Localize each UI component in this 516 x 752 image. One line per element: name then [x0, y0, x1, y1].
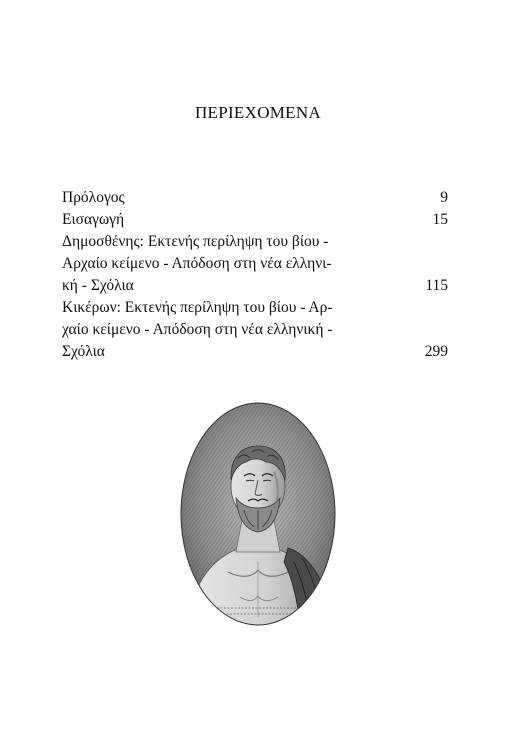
toc-entry-demosthenes[interactable]	[62, 231, 448, 297]
toc-entry-line: Δημοσθένης: Εκτενής περίληψη του βίου -	[62, 233, 329, 250]
toc-page-number: 9	[440, 189, 448, 206]
toc-entry-line: Εισαγωγή	[62, 211, 125, 228]
toc-entry-line: Σχόλια	[62, 343, 105, 360]
toc-entry-line: Πρόλογος	[62, 189, 125, 206]
toc-page-number: 115	[425, 277, 448, 294]
toc-entry-line: Αρχαίο κείμενο - Απόδοση στη νέα ελληνι-	[62, 255, 332, 272]
toc-page-number: 299	[424, 343, 448, 360]
toc-entry-introduction[interactable]	[62, 209, 448, 231]
toc-entry-line: χαίο κείμενο - Απόδοση στη νέα ελληνική -	[62, 321, 333, 338]
table-of-contents	[62, 187, 448, 363]
toc-entry-prologue[interactable]	[62, 187, 448, 209]
toc-entry-cicero[interactable]	[62, 297, 448, 363]
toc-entry-line: Κικέρων: Εκτενής περίληψη του βίου - Αρ-	[62, 299, 333, 316]
engraved-bust-portrait-icon	[180, 402, 336, 626]
toc-page-number: 15	[432, 211, 448, 228]
page-title: ΠΕΡΙΕΧΟΜΕΝΑ	[194, 103, 322, 122]
toc-entry-line: κή - Σχόλια	[62, 277, 134, 294]
